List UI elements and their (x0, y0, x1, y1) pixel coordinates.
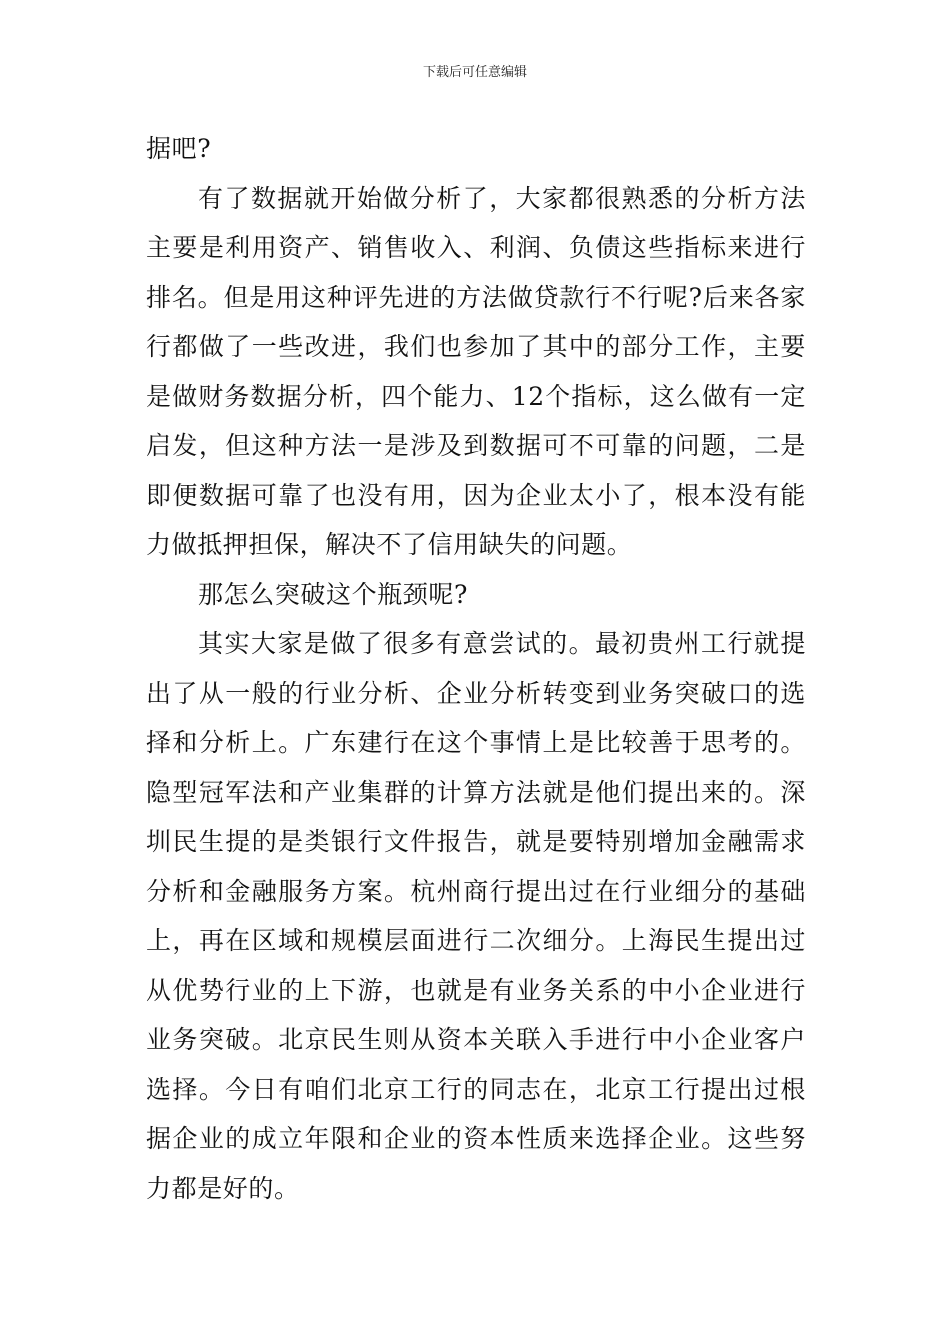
paragraph-continuation: 据吧? (146, 134, 212, 163)
paragraph-analysis-methods: 有了数据就开始做分析了，大家都很熟悉的分析方法主要是利用资产、销售收入、利润、负债这些指标来进行排名。但是用这种评先进的方法做贷款行不行呢?后来各家行都做了一些改进，我们也参加了其中的部分工作，主要是做财务数据分析，四个能力、12个指标，这么做有一定启发，但这种方法一是涉及到数据可不可靠的问题，二是即便数据可靠了也没有用，因为企业太小了，根本没有能力做抵押担保，解决不了信用缺失的问题。 (146, 183, 806, 559)
document-body (146, 124, 806, 1213)
page-header: 下载后可任意编辑 (422, 65, 527, 80)
paragraph-bottleneck-question: 那怎么突破这个瓶颈呢? (198, 579, 469, 609)
paragraph-bank-attempts: 其实大家是做了很多有意尝试的。最初贵州工行就提出了从一般的行业分析、企业分析转变到业务突破口的选择和分析上。广东建行在这个事情上是比较善于思考的。隐型冠军法和产业集群的计算方法就是他们提出来的。深圳民生提的是类银行文件报告，就是要特别增加金融需求分析和金融服务方案。杭州商行提出过在行业细分的基础上，再在区域和规模层面进行二次细分。上海民生提出过从优势行业的上下游，也就是有业务关系的中小企业进行业务突破。北京民生则从资本关联入手进行中小企业客户选择。今日有咱们北京工行的同志在，北京工行提出过根据企业的成立年限和企业的资本性质来选择企业。这些努力都是好的。 (146, 629, 806, 1203)
